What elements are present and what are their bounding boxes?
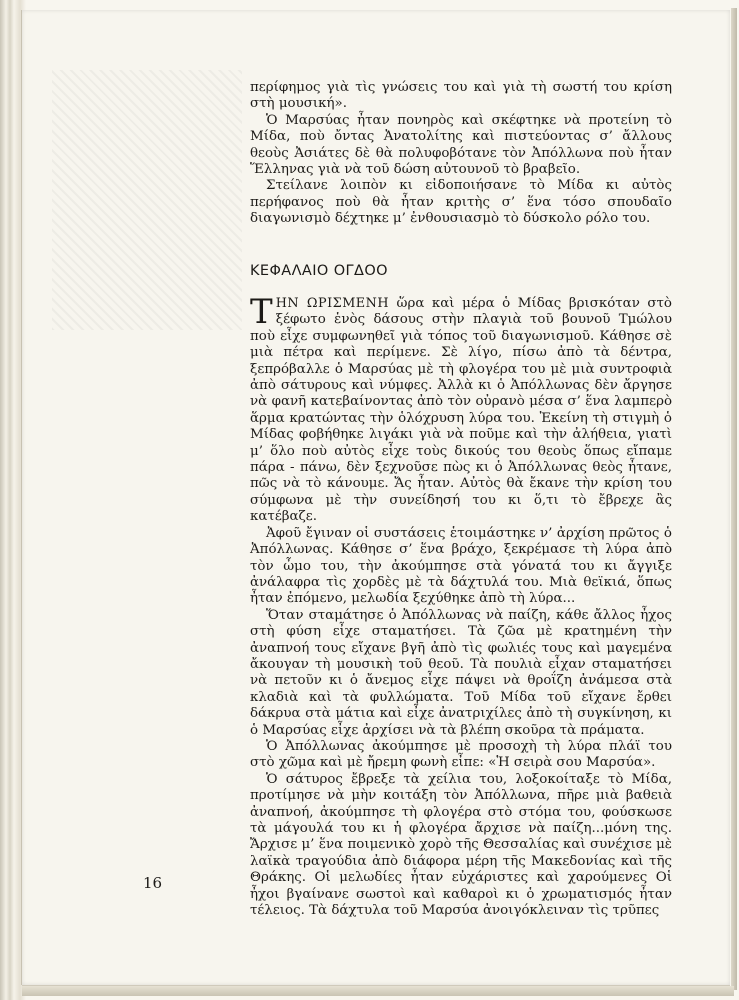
- page-right-edge: [731, 8, 737, 990]
- paragraph: Στείλανε λοιπὸν κι εἰδοποιήσανε τὸ Μίδα κι αὐτὸς περήφανος ποὺ θὰ ἦταν κριτὴς σ’ ἕνα τόσο σπουδαῖο διαγωνισμὸ δέχτηκε μ’ ἐνθουσιασμὸ τὸ δύσκολο ρόλο του.: [250, 178, 672, 227]
- chapter-heading: ΚΕΦΑΛΑΙΟ ΟΓΔΟΟ: [250, 263, 388, 279]
- page-bottom-edge: [22, 986, 734, 996]
- drop-cap: Τ: [250, 292, 273, 332]
- chapter-body: [250, 292, 672, 919]
- paragraph: Ὅταν σταμάτησε ὁ Ἀπόλλωνας νὰ παίζη, κάθε ἄλλος ἦχος στὴ φύση εἶχε σταματήσει. Τὰ ζῶα μὲ κρατημένη τὴν ἀναπνοή τους εἴχανε βγῆ ἀπὸ τὶς φωλιές τους καὶ μαγεμένα ἄκουγαν τὴ μουσικὴ τοῦ θεοῦ. Τὰ πουλιὰ εἶχαν σταματήσει νὰ πετοῦν κι ὁ ἄνεμος εἶχε πάψει νὰ θροΐζη ἀνάμεσα στὰ κλαδιὰ καὶ τὰ φυλλώματα. Τοῦ Μίδα τοῦ εἴχανε ἔρθει δάκρυα στὰ μάτια καὶ εἶχε ἀνατριχίλες ἀπὸ τὴ συγκίνηση, κι ὁ Μαρσύας εἶχε ἀρχίσει νὰ τὰ βλέπη σκοῦρα τὰ πράματα.: [250, 607, 672, 738]
- opening-paragraph: [250, 292, 672, 526]
- paragraph: Ὁ Ἀπόλλωνας ἀκούμπησε μὲ προσοχὴ τὴ λύρα πλάϊ του στὸ χῶμα καὶ μὲ ἤρεμη φωνὴ εἶπε: «Ἡ σειρὰ σου Μαρσύα».: [250, 738, 672, 771]
- opening-text: ὥρα καὶ μέρα ὁ Μίδας βρισκόταν στὸ ξέφωτο ἑνὸς δάσους στὴν πλαγιὰ τοῦ βουνοῦ Τμώλου ποὺ εἶχε συμφωνηθεῖ γιὰ τόπος τοῦ διαγωνισμοῦ. Κάθησε σὲ μιὰ πέτρα καὶ περίμενε. Σὲ λίγο, πίσω ἀπὸ τὰ δέντρα, ξεπρόβαλλε ὁ Μαρσύας μὲ τὴ φλογέρα του μὲ μιὰ συντροφιὰ ἀπὸ σάτυρους καὶ νύμφες. Ἀλλὰ κι ὁ Ἀπόλλωνας δὲν ἄργησε νὰ φανῆ κατεβαίνοντας ἀπὸ τὸν οὐρανὸ μέσα σ’ ἕνα λαμπερὸ ἅρμα κρατώντας τὴν ὁλόχρυση λύρα του. Ἐκείνη τὴ στιγμὴ ὁ Μίδας φοβήθηκε λιγάκι γιὰ νὰ ποῦμε καὶ τὴν ἀλήθεια, γιατὶ μ’ ὅλο ποὺ αὐτὸς εἶχε τοὺς δικούς του θεοὺς ὅπως εἴπαμε πάρα - πάνω, δὲν ξεχνοῦσε πὼς κι ὁ Ἀπόλλωνας θεὸς ἦτανε, πῶς νὰ τὸ κάνουμε. Ἄς ἦταν. Αὐτὸς θὰ ἔκανε τὴν κρίση του σύμφωνα μὲ τὴν συνείδησή του κι ὅ,τι τὸ ἔβρεχε ἂς κατέβαζε.: [250, 296, 672, 525]
- paragraph: Ἀφοῦ ἔγιναν οἱ συστάσεις ἑτοιμάστηκε ν’ ἀρχίση πρῶτος ὁ Ἀπόλλωνας. Κάθησε σ’ ἕνα βράχο, ξεκρέμασε τὴ λύρα ἀπὸ τὸν ὦμο του, τὴν ἀκούμπησε στὰ γόνατά του κι ἄγγιξε ἀνάλαφρα τὶς χορδὲς μὲ τὰ δάχτυλά του. Μιὰ θεϊκιά, ὅπως ἦταν ἐπόμενο, μελωδία ξεχύθηκε ἀπὸ τὴ λύρα...: [250, 525, 672, 607]
- paragraph: περίφημος γιὰ τὶς γνώσεις του καὶ γιὰ τὴ σωστή του κρίση στὴ μουσική».: [250, 80, 672, 112]
- show-through-illustration: [52, 70, 242, 330]
- paragraph: Ὁ Μαρσύας ἦταν πονηρὸς καὶ σκέφτηκε νὰ προτείνη τὸ Μίδα, ποὺ ὄντας Ἀνατολίτης καὶ πιστεύοντας σ’ ἄλλους θεοὺς Ἀσιάτες δὲ θὰ πολυφοβότανε τὸν Ἀπόλλωνα ποὺ ἦταν Ἕλληνας γιὰ νὰ τοῦ δώση αὐτουνοῦ τὸ βραβεῖο.: [250, 112, 672, 178]
- paragraph: Ὁ σάτυρος ἔβρεξε τὰ χείλια του, λοξοκοίταξε τὸ Μίδα, προτίμησε νὰ μὴν κοιτάξη τὸν Ἀπόλλωνα, πῆρε μιὰ βαθειὰ ἀναπνοή, ἀκούμπησε τὴ φλογέρα στὸ στόμα του, φούσκωσε τὰ μάγουλά του κι ἡ φλογέρα ἄρχισε νὰ παίζη...μόνη της. Ἄρχισε μ’ ἕνα ποιμενικὸ χορὸ τῆς Θεσσαλίας καὶ συνέχισε μὲ λαϊκὰ τραγούδια ἀπὸ διάφορα μέρη τῆς Μακεδονίας καὶ τῆς Θράκης. Οἱ μελωδίες ἦταν εὐχάριστες καὶ χαρούμενες Οἱ ἦχοι βγαίνανε σωστοὶ καὶ καθαροὶ κι ὁ χρωματισμός ἦταν τέλειος. Τὰ δάχτυλα τοῦ Μαρσύα ἀνοιγόκλειναν τὶς τρῦπες: [250, 771, 672, 919]
- top-text-block: [250, 80, 672, 228]
- page-number: 16: [143, 874, 163, 892]
- opening-smallcaps: ΗΝ ΩΡΙΣΜΕΝΗ: [275, 296, 390, 311]
